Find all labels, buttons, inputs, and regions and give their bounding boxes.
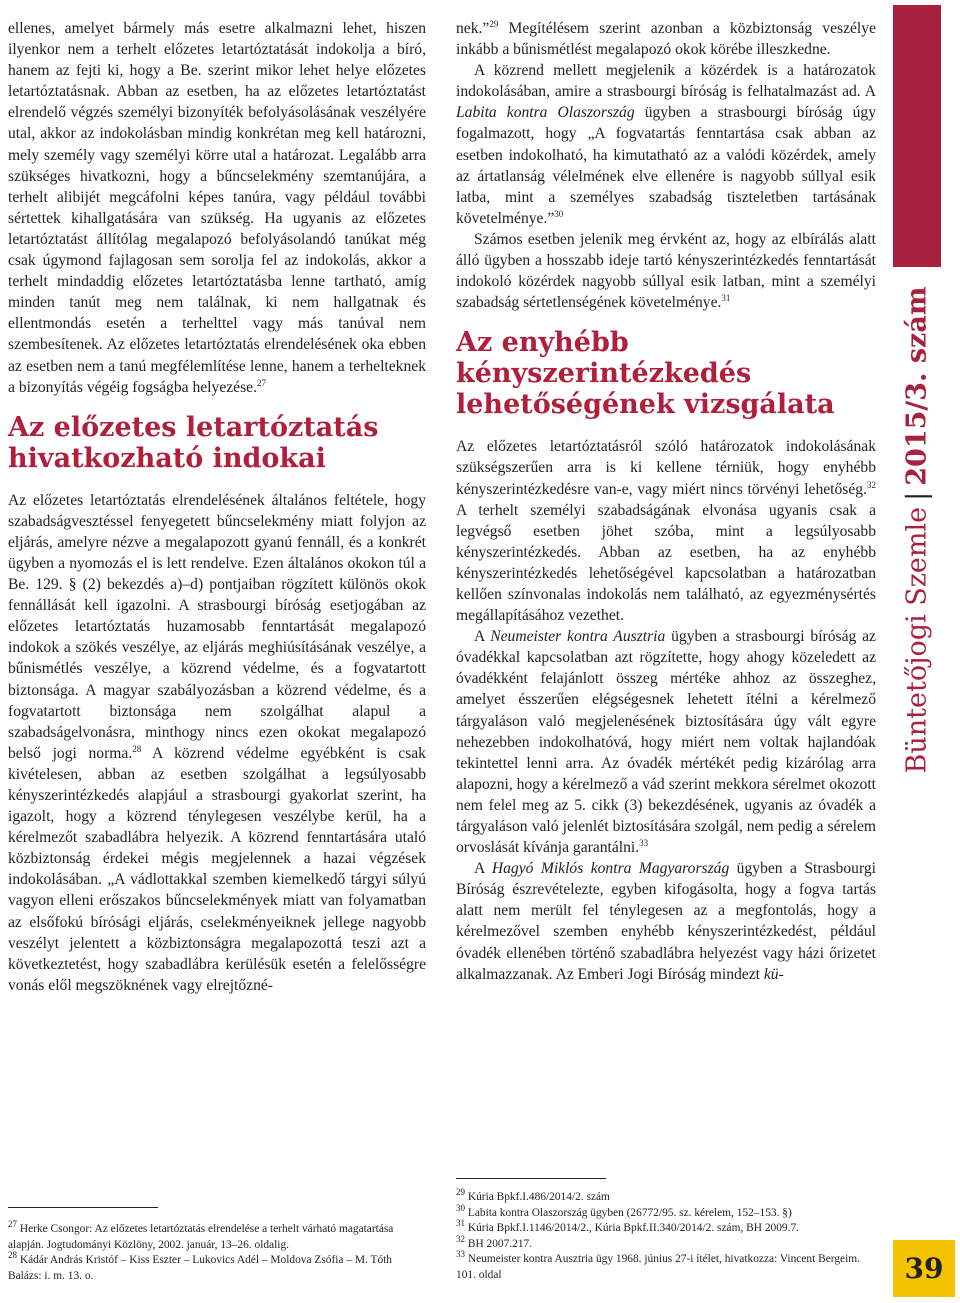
footnote-text: BH 2007.217. xyxy=(467,1237,533,1250)
footnote-divider xyxy=(456,1178,606,1179)
footnote-number: 33 xyxy=(456,1249,465,1260)
section-heading: Az enyhébb kényszerintézkedés lehetőségének vizsgálata xyxy=(456,327,835,421)
footnote xyxy=(456,1187,876,1206)
journal-name: Büntetőjogi Szemle xyxy=(901,506,933,774)
body-paragraph xyxy=(8,490,426,996)
footnote-ref[interactable]: 29 xyxy=(489,18,499,29)
case-name: Labita kontra Olaszország xyxy=(456,104,635,122)
footnotes-right xyxy=(456,1187,876,1283)
footnote xyxy=(456,1249,876,1283)
paragraph-text: nek.” xyxy=(456,20,490,37)
footnote-text: Herke Csongor: Az előzetes letartóztatás elrendelése a terhelt várható magatartása alapján. Jogtudományi Közlöny, 2002. január, 13–26. oldalig. xyxy=(8,1223,394,1251)
body-paragraph xyxy=(456,18,876,60)
footnote xyxy=(456,1218,876,1237)
paragraph-text: Megítélésem szerint azonban a közbiztonság veszélye inkább a bűnismétlést megalapozó okok körébe illeszkedne. xyxy=(456,20,876,59)
body-paragraph xyxy=(456,858,876,985)
paragraph-text: A közrend védelme egyébként is csak kivételesen, abban az esetben szolgálhat a legsúlyosabb kényszerintézkedés alapjául a strasbourgi gyakorlat szerint, ha igazolt, hogy a közrend ténylegesen veszélybe kerül, ha a kérelmezőt szabadlábra helyezik. A közrend fenntartására utaló közbiztonság érdekei mégis megjelennek a hazai végzések indokolásában. „A vádlottakkal szemben kiemelkedő tárgyi súlyú vagyon elleni erőszakos bűncselekmények miatt van folyamatban az elsőfokú bírósági eljárás, cselekményeiknek jellege nagyobb veszélyt jelentett a közbiztonságra megalapozottá teszi azt a következtetést, hogy szabadlábra kerülésük esetén a felelősségre vonás elől megszöknének vagy elrejtőzné- xyxy=(8,744,426,994)
footnote-text: Kádár András Kristóf – Kiss Eszter – Lukovics Adél – Moldova Zsófia – M. Tóth Balázs: i. m. 13. o. xyxy=(8,1254,393,1282)
body-paragraph xyxy=(456,229,876,313)
footnotes-left xyxy=(8,1219,426,1284)
journal-sidebar xyxy=(893,275,941,785)
right-column xyxy=(456,18,876,985)
paragraph-text: A xyxy=(474,628,491,646)
case-name: Neumeister kontra Ausztria xyxy=(490,628,666,646)
page-number-badge: 39 xyxy=(893,1240,955,1297)
body-paragraph xyxy=(8,18,426,398)
footnote-text: Labita kontra Olaszország ügyben (26772/95. sz. kérelem, 152–153. §) xyxy=(467,1206,792,1219)
footnote-number: 27 xyxy=(8,1219,17,1230)
footnote xyxy=(8,1219,426,1253)
paragraph-text: ügyben a Strasbourgi Bíróság észrevételezte, egyben kifogásolta, hogy a fogva tartás alatt nem merült fel ténylegesen az a megfontolás, hogy a kérelmezővel szemben enyhébb kényszerintézkedést, például óvadék ellenében történő szabadlábra helyezést vagy házi őrizetet alkalmazzanak. Az Emberi Jogi Bíróság mindezt xyxy=(456,860,876,983)
footnote-number: 29 xyxy=(456,1187,465,1198)
paragraph-text: ügyben a strasbourgi bíróság úgy fogalmazott, hogy „A fogvatartás fenntartása csak abban az esetben indokolható, ha kimutatható az a valódi közérdek, amely az ártatlanság vélelmének elve ellenére is nagyobb súllyal esik latba, mint a személyes szabadság tiszteletben tartásának követelménye.” xyxy=(456,104,876,227)
title-separator: | xyxy=(901,491,933,501)
journal-title-rotated xyxy=(902,275,933,785)
footnote-text: Kúria Bpkf.I.1146/2014/2., Kúria Bpkf.II.340/2014/2. szám, BH 2009.7. xyxy=(467,1222,799,1234)
paragraph-text: Számos esetben jelenik meg érvként az, hogy az elbírálás alatt álló ügyben a hosszabb ideje tartó kényszerintézkedés fenntartását indokoló közérdek nagyobb súllyal esik latban, mint a személyi szabadság sértetlenségének követelménye. xyxy=(456,230,876,312)
footnote-number: 28 xyxy=(8,1250,17,1261)
footnote-ref[interactable]: 33 xyxy=(639,837,649,848)
footnote-text: Neumeister kontra Ausztria ügy 1968. június 27-i ítélet, hivatkozza: Vincent Bergeim. 101. oldal xyxy=(456,1253,860,1281)
paragraph-text: A közrend mellett megjelenik a közérdek is a határozatok indokolásában, amire a strasbourgi bíróság is felhatalmazást ad. A xyxy=(456,62,876,101)
footnote-divider xyxy=(8,1207,158,1208)
section-heading: Az előzetes letartóztatás hivatkozható indokai xyxy=(8,411,379,474)
paragraph-text: A xyxy=(474,860,492,878)
footnote-number: 30 xyxy=(456,1202,465,1213)
sidebar-color-band xyxy=(893,5,941,267)
footnote-ref[interactable]: 30 xyxy=(554,208,564,219)
paragraph-text: ügyben a strasbourgi bíróság az óvadékkal kapcsolatban azt rögzítette, hogy ahogy közeledett az óvadékként felajánlott összeg mértéke ahhoz az összeghez, amelyet ésszerűen elégségesnek lehetett ítélni a kérelmező tárgyaláson való megjelenésének biztosítására úgy vált egyre nehezebben indokolhatóvá, hogy miért nem voltak hajlandóak tekintettel lenni arra. Az óvadék mértékét pedig kizárólag arra alapozni, hogy a kérelmező a vád szerint mekkora sérelmet okozott nem felel meg az 5. cikk (3) bekezdésének, ugyanis az óvadék a tárgyaláson való jelenlét biztosítására szolgál, nem pedig a sérelem orvoslását kívánja garantálni. xyxy=(456,628,876,857)
paragraph-text: Az előzetes letartóztatás elrendelésének általános feltétele, hogy szabadságvesztéssel fenyegetett bűncselekmény miatt folyjon az eljárás, amelyre nézve a megalapozott gyanú fennáll, és a konkrét ügyben a nyomozás el is lett rendelve. Ezen általános okokon túl a Be. 129. § (2) bekezdés a)–d) pontjaiban rögzített különös okok fennállását kell igazolni. A strasbourgi bíróság esetjogában az előzetes letartóztatás huzamosabb fenntartását megalapozó indokok a szökés veszélye, az eljárás meghiúsításának veszélye, a bűnismétlés veszélye, a közrend védelme, és a fogvatartott biztonsága. A magyar szabályozásban a közrend védelme, és a fogvatartott biztonsága nem szolgálhat alapul a szabadságelvonásra, minthogy nincs ezen okokat megalapozó belső jogi norma. xyxy=(8,491,426,762)
footnote xyxy=(456,1202,876,1222)
footnote xyxy=(456,1233,876,1253)
footnote-text: Kúria Bpkf.I.486/2014/2. szám xyxy=(467,1191,610,1203)
left-column xyxy=(8,18,426,996)
journal-issue: 2015/3. szám xyxy=(901,286,933,486)
body-paragraph xyxy=(456,60,876,229)
paragraph-text: ellenes, amelyet bármely más esetre alkalmazni lehet, hiszen ilyenkor nem a terhelt előzetes letartóztatását indokolja a bíró, hanem az fejti ki, hogy a Be. szerint mikor lehet helye előzetes letartóztatásnak. Abban az esetben, ha az előzetes letartóztatást elrendelő végzés személyi bizonyíték befolyásolásának veszélyére utal, akkor az indokolásban mindig konkrétan meg kell határozni, mely személy vagy személyi körre utal a határozat. Legalább arra szükséges hivatkozni, hogy a bűncselekmény szemtanújára, a terhelt alibijét megcáfolni képes tanúra, vagy például további sértettek kihallgatására van szükség. Ha ugyanis az előzetes letartóztatást állítólag megalapozó befolyásolandó tanúkat még csak úgymond fajlagosan sem sorolja fel az indokolás, akkor a terhelt mindaddig előzetes letartóztatásba lenne tartható, amíg minden tanút meg nem találnak, ki nem hallgatnak és ellentmondás esetén a terhelttel vagy más tanúval nem szembesítenek. Az előzetes letartóztatás elrendelésének oka ebben az esetben nem a tanú megfélemlítése lenne, hanem a terhelteknek a bizonyítás végéig fogságba helyezése. xyxy=(8,20,426,396)
footnote-number: 32 xyxy=(456,1233,465,1244)
footnote xyxy=(8,1250,426,1284)
paragraph-text-italic: kü- xyxy=(763,965,784,983)
footnote-number: 31 xyxy=(456,1218,465,1229)
case-name: Hagyó Miklós kontra Magyarország xyxy=(491,860,730,878)
body-paragraph xyxy=(456,626,876,858)
footnote-ref[interactable]: 28 xyxy=(132,743,142,754)
footnote-ref[interactable]: 27 xyxy=(256,377,266,388)
footnote-ref[interactable]: 31 xyxy=(721,293,731,304)
footnote-ref[interactable]: 32 xyxy=(867,479,876,490)
paragraph-text: A terhelt személyi szabadságának elvonása ugyanis csak a legvégső esetben jöhet szóba, mint a legsúlyosabb kényszerintézkedés. Abban az esetben, ha az enyhébb kényszerintézkedés lehetőségével kapcsolatban a határozatban kellően színvonalas indokolás nem található, az egyezménysértés megállapításához vezethet. xyxy=(456,501,876,625)
body-paragraph xyxy=(456,436,876,626)
paragraph-text: Az előzetes letartóztatásról szóló határozatok indokolásának szükségszerűen arra is ki kellene térniük, hogy enyhébb kényszerintézkedésre van-e, vagy miért nincs törvényi lehetőség. xyxy=(456,438,876,498)
